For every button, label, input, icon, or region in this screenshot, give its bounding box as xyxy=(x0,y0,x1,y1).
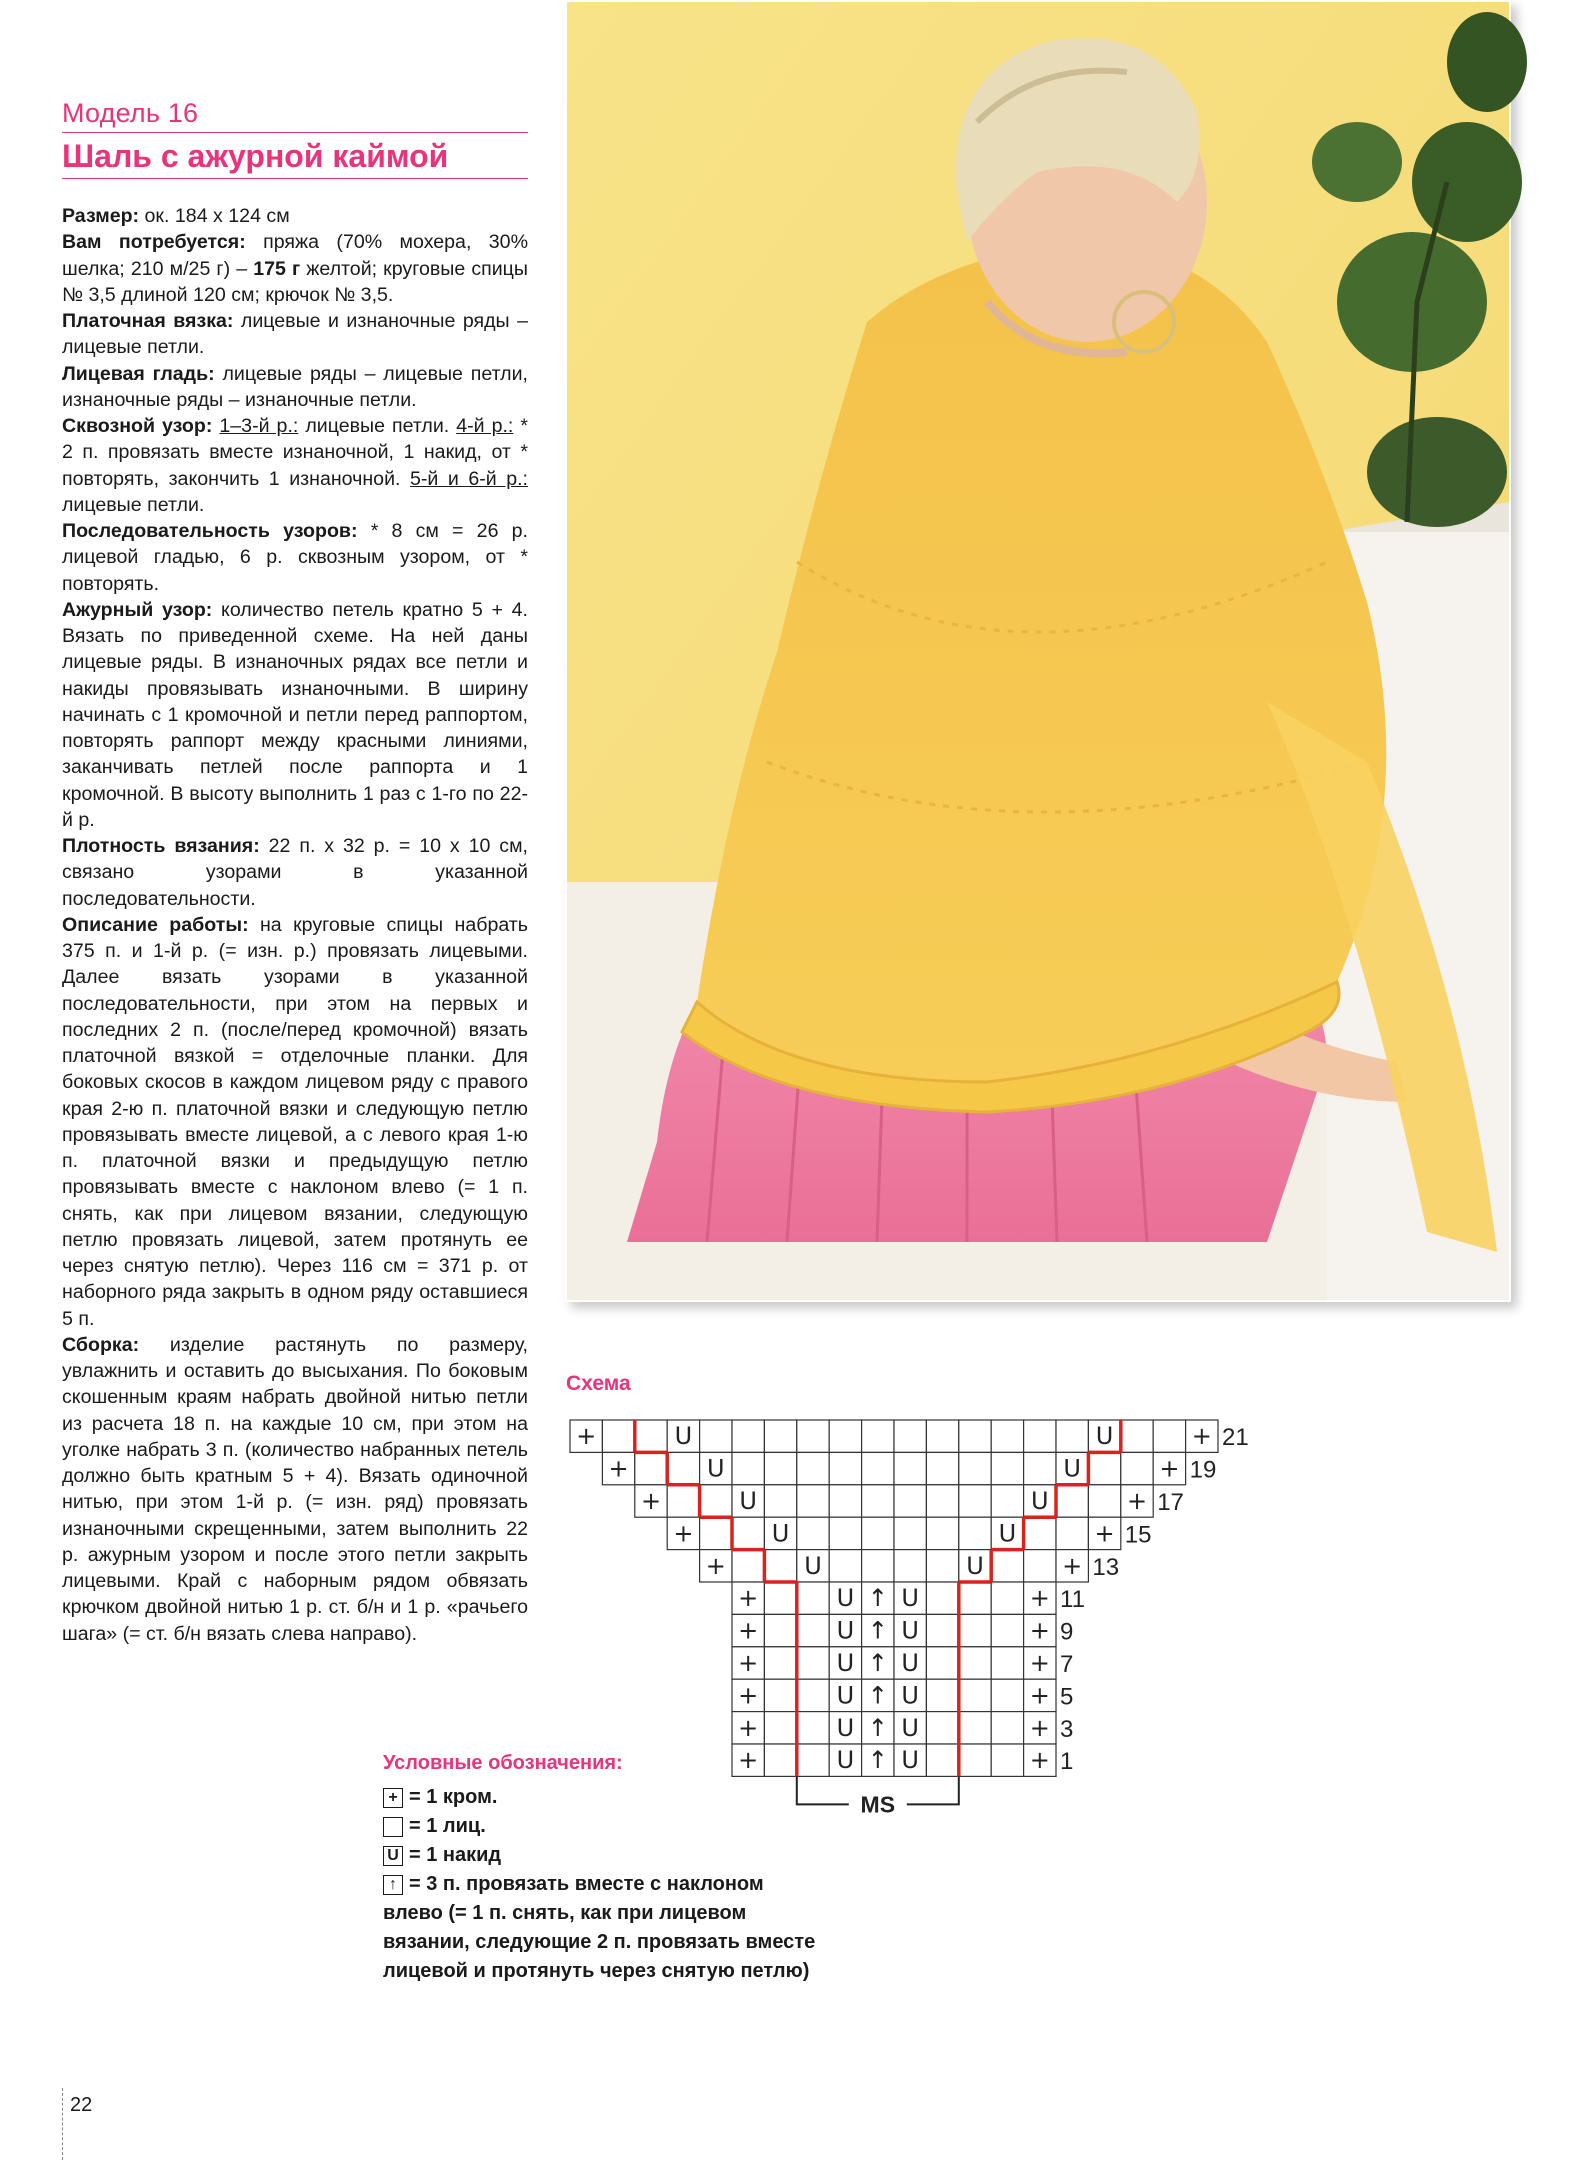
yarn-over-icon: U xyxy=(383,1846,403,1866)
chart-symbol: U xyxy=(901,1681,919,1710)
chart-symbol: U xyxy=(771,1519,790,1548)
chart-cell xyxy=(1121,1452,1153,1484)
chart-cell xyxy=(862,1452,894,1484)
garter-paragraph xyxy=(62,308,528,361)
article-title: Шаль с ажурной каймой xyxy=(62,138,449,174)
chart-symbol: ↑ xyxy=(867,1746,888,1775)
chart-cell xyxy=(1024,1452,1056,1484)
chart-symbol: + xyxy=(1029,1681,1050,1710)
chart-cell xyxy=(991,1452,1023,1484)
chart-cell xyxy=(732,1420,764,1452)
legend-continuation-1: влево (= 1 п. снять, как при лицевом xyxy=(383,1902,747,1924)
chart-cell xyxy=(797,1679,829,1711)
chart-cell xyxy=(926,1614,958,1646)
chart-cell xyxy=(926,1517,958,1549)
chart-cell xyxy=(829,1550,861,1582)
eyelet-rows-1: 1–3-й р.: xyxy=(219,415,299,437)
chart-row-label: 21 xyxy=(1222,1424,1249,1452)
chart-cell xyxy=(797,1452,829,1484)
stockinette-text: лицевые ряды – лицевые петли, изнаночные ряды – изнаночные петли. xyxy=(62,362,528,411)
chart-cell xyxy=(926,1679,958,1711)
chart-cell xyxy=(959,1614,991,1646)
chart-cell xyxy=(732,1452,764,1484)
chart-cell xyxy=(602,1420,634,1452)
chart-symbol: ↑ xyxy=(867,1649,888,1677)
chart-symbol: U xyxy=(836,1681,855,1710)
chart-cell xyxy=(991,1582,1023,1614)
chart-symbol: ↑ xyxy=(867,1713,888,1742)
knitting-chart xyxy=(560,1408,1249,1828)
legend-item-dec xyxy=(383,1870,853,1899)
chart-cell xyxy=(894,1550,926,1582)
work-label: Описание работы: xyxy=(62,913,249,936)
chart-cell xyxy=(797,1582,829,1614)
legend-text-edge: = 1 кром. xyxy=(409,1786,498,1808)
chart-cell xyxy=(959,1485,991,1517)
eyelet-label: Сквозной узор: xyxy=(62,415,213,437)
chart-cell xyxy=(959,1712,991,1744)
materials-paragraph xyxy=(62,229,528,308)
chart-cell xyxy=(764,1485,796,1517)
eyelet-rows-3: 5-й и 6-й р.: xyxy=(409,467,528,490)
photo-illustration xyxy=(567,2,1509,1300)
chart-cell xyxy=(926,1712,958,1744)
chart-symbol: + xyxy=(738,1649,759,1677)
legend-item-knit xyxy=(383,1812,853,1841)
chart-cell xyxy=(764,1550,796,1582)
chart-cell xyxy=(1024,1420,1056,1452)
chart-symbol: + xyxy=(640,1487,662,1515)
chart-cell xyxy=(829,1517,861,1549)
chart-symbol: U xyxy=(998,1519,1017,1548)
chart-cell xyxy=(797,1744,829,1776)
eyelet-text-1: лицевые петли. xyxy=(298,415,450,437)
chart-symbol: + xyxy=(738,1616,759,1645)
chart-cell xyxy=(797,1712,829,1744)
chart-cell xyxy=(829,1420,861,1452)
chart-symbol: U xyxy=(836,1713,855,1742)
chart-cell xyxy=(829,1485,861,1517)
chart-cell xyxy=(1024,1517,1056,1549)
chart-cell xyxy=(991,1420,1023,1452)
chart-symbol: U xyxy=(901,1746,919,1775)
chart-cell xyxy=(926,1485,958,1517)
stockinette-paragraph xyxy=(62,361,528,414)
chart-symbol: U xyxy=(836,1616,855,1645)
chart-row-label: 13 xyxy=(1092,1553,1120,1581)
chart-symbol: U xyxy=(674,1422,693,1451)
chart-row-label: 5 xyxy=(1060,1683,1074,1711)
chart-cell xyxy=(700,1420,732,1452)
chart-symbol: + xyxy=(673,1519,694,1548)
legend-item-yo xyxy=(383,1841,853,1870)
instructions-text xyxy=(62,203,528,1647)
chart-cell xyxy=(926,1647,958,1679)
garter-text: лицевые и изнаночные ряды – лицевые петли. xyxy=(62,310,528,359)
chart-symbol: + xyxy=(1029,1713,1050,1742)
chart-symbol: + xyxy=(738,1584,759,1613)
chart-cell xyxy=(1056,1517,1088,1549)
chart-cell xyxy=(862,1485,894,1517)
chart-cell xyxy=(1056,1485,1088,1517)
chart-cell xyxy=(764,1679,796,1711)
chart-cell xyxy=(959,1582,991,1614)
chart-symbol: U xyxy=(966,1551,984,1580)
page-number: 22 xyxy=(70,2094,93,2116)
chart-symbol: U xyxy=(836,1649,855,1677)
chart-cell xyxy=(1088,1452,1120,1484)
chart-cell xyxy=(732,1517,764,1549)
chart-cell xyxy=(959,1517,991,1549)
chart-symbol: + xyxy=(738,1681,759,1710)
chart-cell xyxy=(894,1452,926,1484)
chart-row-label: 9 xyxy=(1060,1618,1074,1646)
chart-symbol: + xyxy=(738,1713,759,1742)
lace-paragraph xyxy=(62,597,528,833)
legend-continuation-3: лицевой и протянуть через снятую петлю) xyxy=(383,1960,810,1982)
chart-symbol: + xyxy=(1191,1422,1212,1451)
chart-symbol: U xyxy=(1031,1487,1049,1515)
assembly-paragraph xyxy=(62,1332,528,1647)
chart-cell xyxy=(764,1614,796,1646)
chart-row-label: 1 xyxy=(1060,1748,1074,1776)
chart-symbol: + xyxy=(1126,1487,1148,1515)
work-text: на круговые спицы набрать 375 п. и 1-й р. (= изн. р.) провязать лицевыми. Далее вязать узорами в указанной последовательности, при этом на первых и последних 2 п. (после/перед кромочной) вязать платочной вязкой = отделочные планки. Для боковых скосов в каждом лицевом ряду с правого края 2-ю п. платочной вязки и следующую петлю провязывать вместе лицевой, а с левого края 1-ю п. платочной вязки и предыдущую петлю провязывать вместе с наклоном влево (= 1 п. снять, как при лицевом вязании, следующую петлю провязать лицевой, затем протянуть ее через снятую петлю). Через 116 см = 371 р. от наборного ряда закрыть в одном ряду оставшиеся 5 п. xyxy=(62,913,528,1330)
chart-cell xyxy=(732,1550,764,1582)
header-rule xyxy=(62,132,528,133)
materials-text: пряжа (70% мохера, 30% шелка; 210 м/25 г) – xyxy=(62,231,528,280)
ms-label: MS xyxy=(860,1791,896,1818)
sequence-text: * 8 см = 26 р. лицевой гладью, 6 р. сквозным узором, от * повторять. xyxy=(62,520,529,595)
stockinette-label: Лицевая гладь: xyxy=(62,362,215,385)
chart-cell xyxy=(635,1420,667,1452)
chart-cell xyxy=(700,1485,732,1517)
chart-symbol: + xyxy=(608,1454,629,1483)
knit-stitch-icon xyxy=(383,1817,403,1837)
chart-cell xyxy=(991,1550,1023,1582)
chart-symbol: + xyxy=(1062,1551,1083,1580)
legend-continuation-2: вязании, следующие 2 п. провязать вместе xyxy=(383,1931,816,1953)
materials-weight: 175 г xyxy=(247,257,301,280)
chart-symbol: U xyxy=(1095,1422,1114,1451)
lace-label: Ажурный узор: xyxy=(62,598,213,621)
sequence-paragraph xyxy=(62,518,528,597)
chart-cell xyxy=(764,1582,796,1614)
chart-cell xyxy=(991,1614,1023,1646)
chart-symbol: U xyxy=(836,1746,855,1775)
chart-cell xyxy=(959,1452,991,1484)
chart-cell xyxy=(926,1550,958,1582)
chart-symbol: + xyxy=(1159,1454,1180,1483)
chart-symbol: U xyxy=(901,1713,919,1742)
size-value: ок. 184 х 124 см xyxy=(139,205,290,227)
chart-cell xyxy=(926,1582,958,1614)
legend-text-knit: = 1 лиц. xyxy=(409,1815,486,1837)
chart-cell xyxy=(667,1485,699,1517)
chart-cell xyxy=(829,1452,861,1484)
chart-cell xyxy=(1056,1420,1088,1452)
chart-symbol: U xyxy=(901,1584,919,1613)
legend-title: Условные обозначения: xyxy=(383,1752,623,1774)
materials-text-2: желтой; круговые спицы № 3,5 длиной 120 см; крючок № 3,5. xyxy=(62,257,528,306)
chart-row-label: 3 xyxy=(1060,1715,1074,1743)
chart-symbol: U xyxy=(804,1551,822,1580)
legend xyxy=(383,1783,853,1986)
chart-cell xyxy=(635,1452,667,1484)
chart-row-label: 19 xyxy=(1189,1456,1217,1484)
chart-cell xyxy=(991,1712,1023,1744)
lace-text: количество петель кратно 5 + 4. Вязать по приведенной схеме. На ней даны лицевые ряды. В изнаночных рядах все петли и накиды провязывать изнаночными. В ширину начинать с 1 кромочной и петли перед раппортом, повторять раппорт между красными линиями, заканчивать петлей после раппорта и 1 кромочной. В высоту выполнить 1 раз с 1-го по 22-й р. xyxy=(62,598,528,831)
chart-row-label: 15 xyxy=(1124,1521,1152,1549)
chart-cell xyxy=(991,1647,1023,1679)
assembly-text: изделие растянуть по размеру, увлажнить и оставить до высыхания. По боковым скошенным краям набрать двойной нитью петли из расчета 18 п. на каждые 10 см, при этом на уголке набрать 3 п. (количество набранных петель должно быть кратным 5 + 4). Вязать одиночной нитью, при этом 1-й р. (= изн. ряд) провязать изнаночными скрещенными, затем выполнить 22 р. ажурным узором и после этого петли закрыть лицевыми. Край с наборным рядом обвязать крючком двойной нитью 1 р. ст. б/н и 1 р. «рачьего шага» (= ст. б/н вязать слева направо). xyxy=(62,1333,528,1645)
chart-cell xyxy=(894,1420,926,1452)
chart-symbol: ↑ xyxy=(867,1681,888,1710)
chart-cell xyxy=(959,1647,991,1679)
legend-text-yo: = 1 накид xyxy=(409,1844,502,1866)
garter-label: Платочная вязка: xyxy=(62,310,234,332)
chart-cell xyxy=(797,1420,829,1452)
chart-symbol: ↑ xyxy=(867,1616,888,1645)
header-rule-bottom xyxy=(62,178,528,179)
chart-symbol: ↑ xyxy=(867,1584,888,1613)
scheme-title: Схема xyxy=(566,1372,631,1395)
chart-row-label: 11 xyxy=(1060,1586,1085,1614)
chart-symbol: + xyxy=(1029,1616,1050,1645)
chart-symbol: + xyxy=(1029,1584,1050,1613)
chart-cell xyxy=(1024,1550,1056,1582)
chart-cell xyxy=(764,1647,796,1679)
gauge-text: 22 п. х 32 р. = 10 х 10 см, связано узорами в указанной последовательности. xyxy=(62,835,528,910)
chart-cell xyxy=(894,1485,926,1517)
chart-symbol: + xyxy=(576,1422,597,1451)
chart-cell xyxy=(959,1420,991,1452)
chart-cell xyxy=(862,1550,894,1582)
work-paragraph xyxy=(62,912,528,1332)
gauge-label: Плотность вязания: xyxy=(62,835,260,857)
chart-cell xyxy=(764,1712,796,1744)
decrease-arrow-icon: ↑ xyxy=(383,1875,403,1895)
chart-cell xyxy=(797,1647,829,1679)
assembly-label: Сборка: xyxy=(62,1333,140,1356)
head xyxy=(956,38,1207,353)
chart-cell xyxy=(991,1679,1023,1711)
chart-row-label: 7 xyxy=(1060,1651,1074,1678)
chart-cell xyxy=(926,1452,958,1484)
chart-cell xyxy=(1088,1485,1120,1517)
chart-cell xyxy=(764,1744,796,1776)
article-header xyxy=(62,96,528,182)
chart-symbol: U xyxy=(707,1454,725,1483)
chart-cell xyxy=(1121,1420,1153,1452)
chart-cell xyxy=(764,1452,796,1484)
chart-cell xyxy=(991,1744,1023,1776)
eyelet-paragraph xyxy=(62,413,528,518)
chart-symbol: U xyxy=(739,1487,757,1515)
sequence-label: Последовательность узоров: xyxy=(62,520,358,542)
chart-cell xyxy=(700,1517,732,1549)
chart-cell xyxy=(926,1744,958,1776)
gauge-paragraph xyxy=(62,833,528,912)
chart-symbol: U xyxy=(901,1616,919,1645)
chart-symbol: + xyxy=(1029,1649,1050,1677)
size-paragraph xyxy=(62,203,528,229)
chart-symbol: U xyxy=(1063,1454,1081,1483)
edge-stitch-icon: + xyxy=(383,1788,403,1808)
chart-symbol: U xyxy=(836,1584,855,1613)
model-label: Модель 16 xyxy=(62,98,199,128)
chart-cell xyxy=(797,1517,829,1549)
eyelet-text-3: лицевые петли. xyxy=(62,493,205,516)
size-label: Размер: xyxy=(62,205,140,227)
chart-cell xyxy=(959,1744,991,1776)
chart-row-label: 17 xyxy=(1157,1489,1184,1516)
chart-cell xyxy=(894,1517,926,1549)
eyelet-rows-2: 4-й р.: xyxy=(456,415,514,437)
chart-cell xyxy=(797,1485,829,1517)
legend-item-edge xyxy=(383,1783,853,1812)
eyelet-text-2: * 2 п. провязать вместе изнаночной, 1 накид, от * повторять, закончить 1 изнаночной. xyxy=(62,415,528,490)
chart-cell xyxy=(1153,1420,1185,1452)
chart-symbol: + xyxy=(738,1746,759,1775)
chart-symbol: + xyxy=(1029,1746,1050,1775)
page-margin-line xyxy=(62,2088,63,2160)
chart-cell xyxy=(667,1452,699,1484)
model-photo xyxy=(565,0,1511,1302)
chart-symbol: + xyxy=(705,1551,726,1580)
chart-cell xyxy=(797,1614,829,1646)
chart-cell xyxy=(764,1420,796,1452)
chart-cell xyxy=(862,1420,894,1452)
chart-symbol: U xyxy=(901,1649,919,1677)
chart-cell xyxy=(991,1485,1023,1517)
chart-cell xyxy=(959,1679,991,1711)
chart-cell xyxy=(926,1420,958,1452)
legend-text-dec: = 3 п. провязать вместе с наклоном xyxy=(409,1873,764,1895)
chart-symbol: + xyxy=(1094,1519,1115,1548)
materials-label: Вам потребуется: xyxy=(62,231,246,254)
chart-cell xyxy=(862,1517,894,1549)
